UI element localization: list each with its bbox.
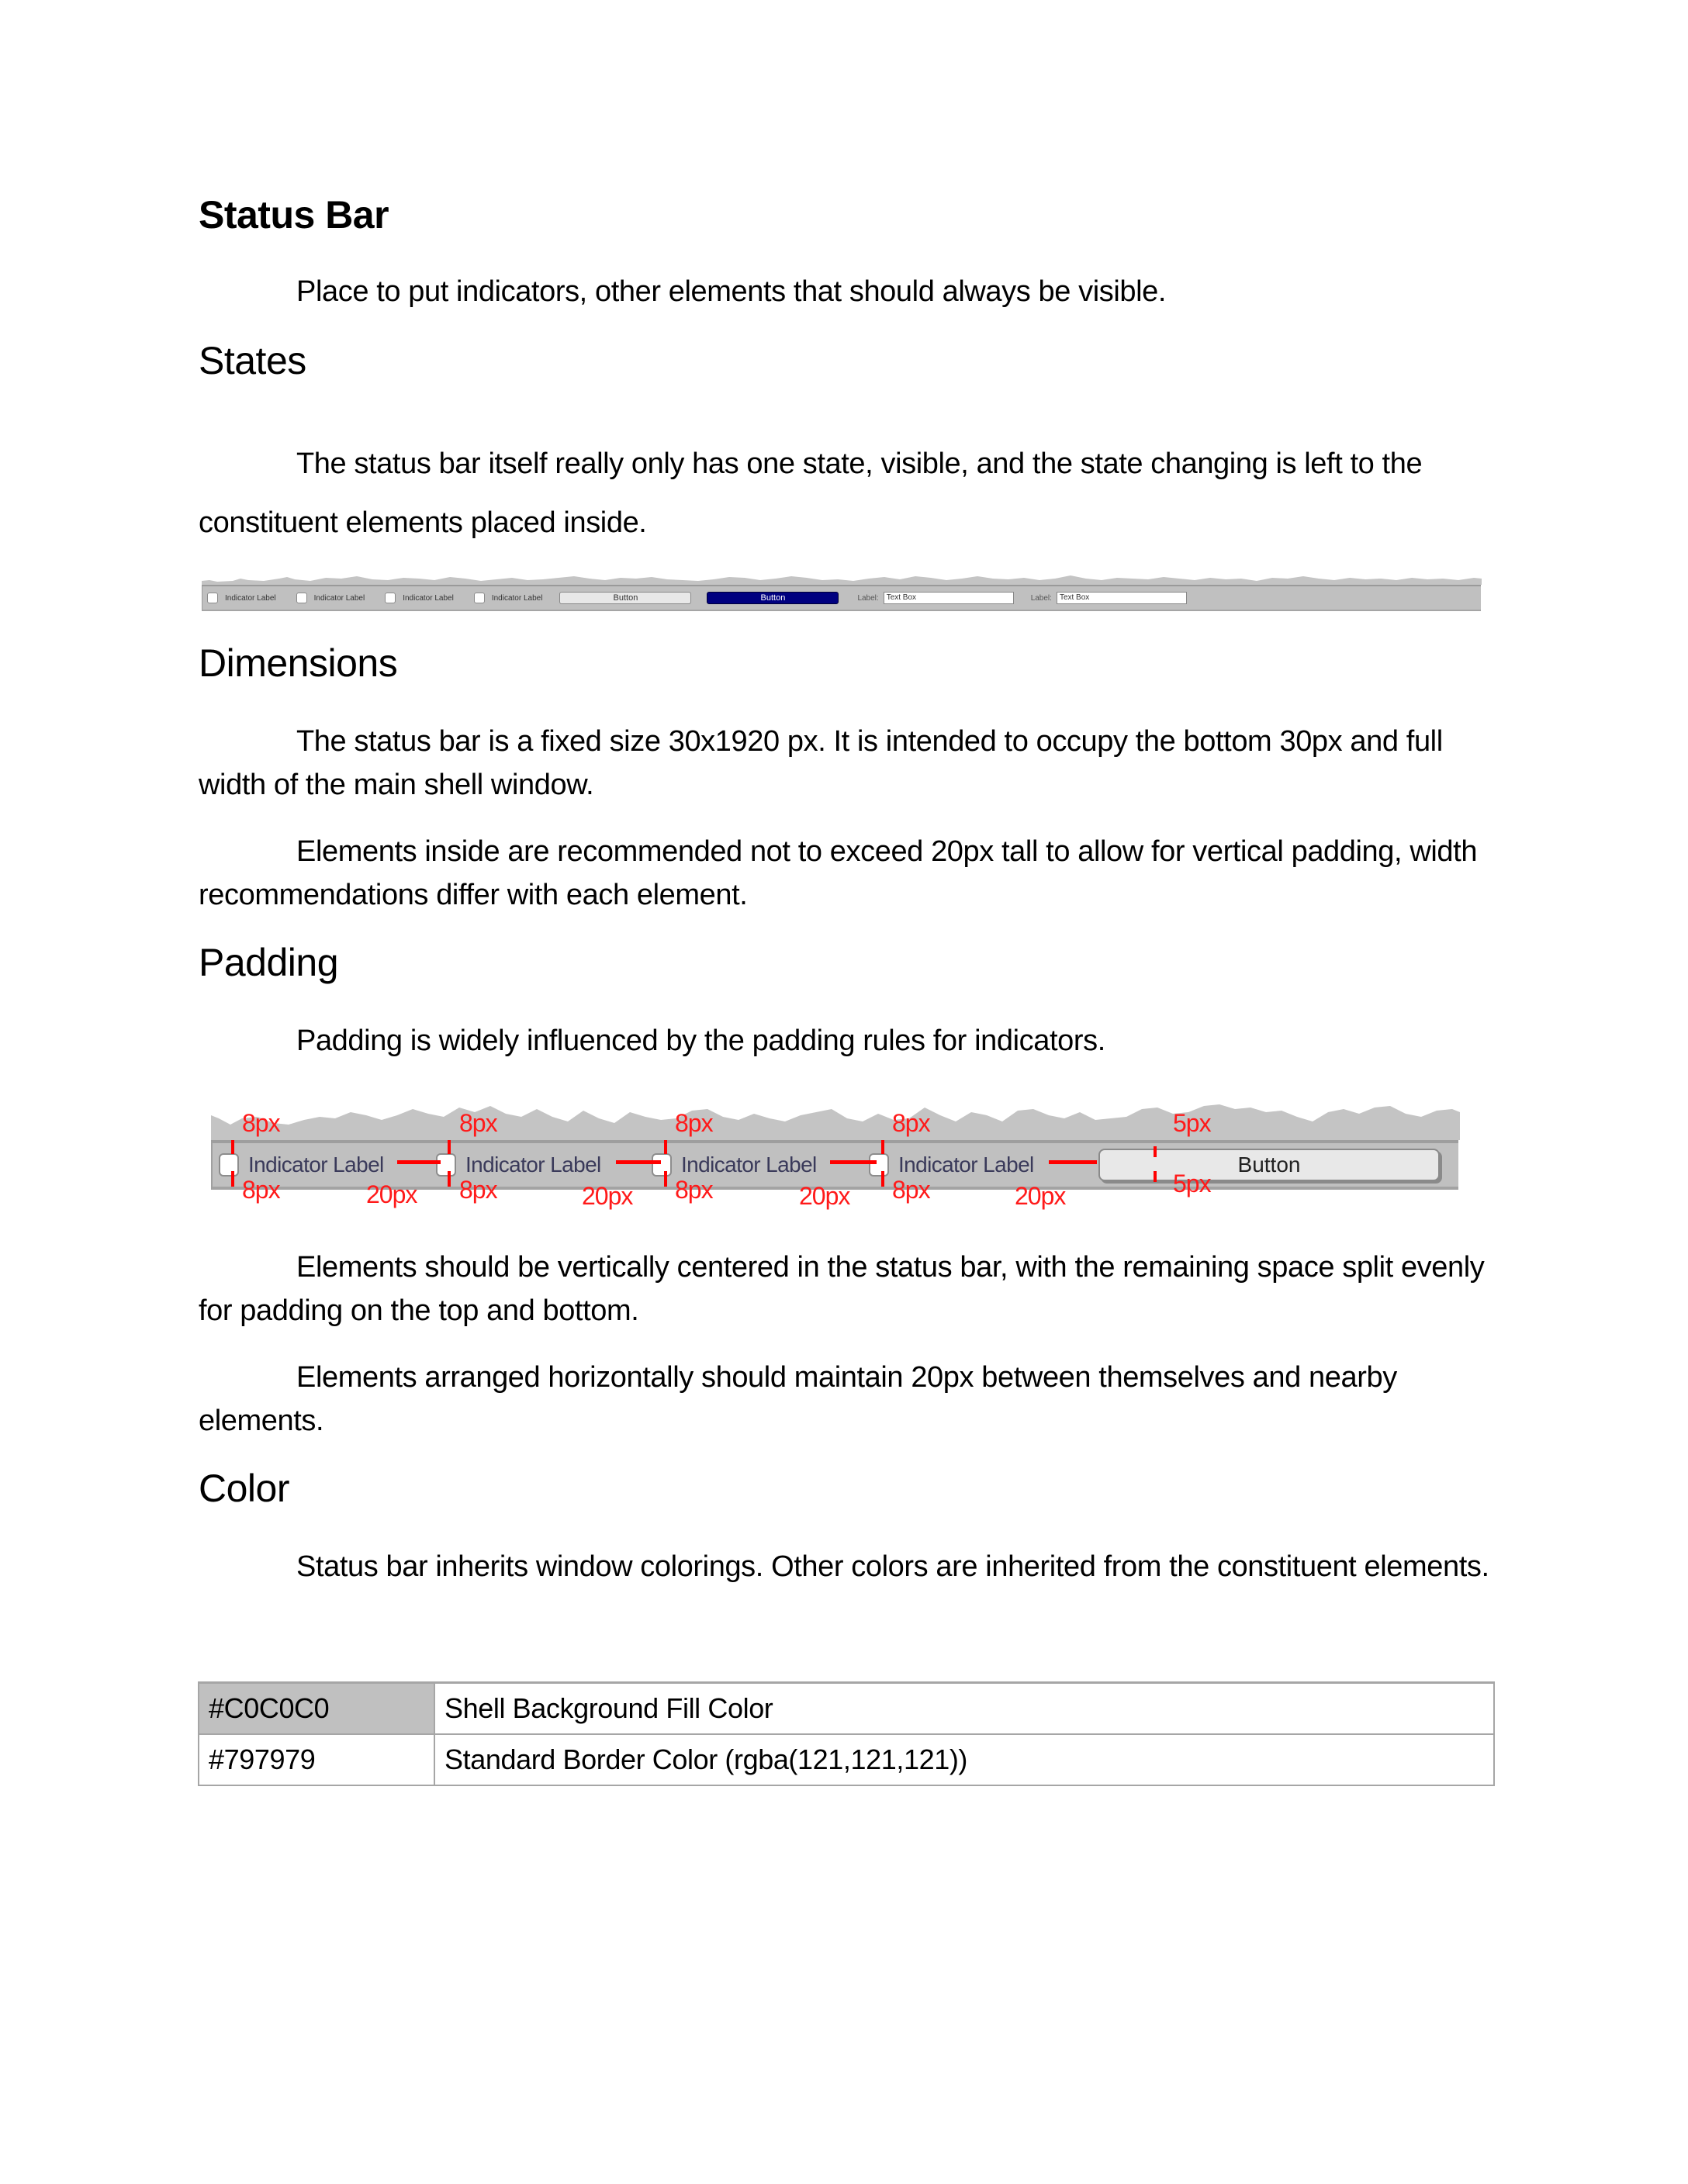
color-code-cell: #C0C0C0 bbox=[199, 1683, 434, 1735]
gap-line bbox=[1049, 1160, 1097, 1164]
indicator-label: Indicator Label bbox=[225, 593, 276, 603]
measure-tick bbox=[881, 1140, 884, 1154]
color-description-cell: Standard Border Color (rgba(121,121,121)) bbox=[434, 1734, 1494, 1785]
indicator-label: Indicator Label bbox=[465, 1152, 601, 1177]
pad-label-top: 8px bbox=[459, 1109, 497, 1137]
indicator[interactable] bbox=[385, 593, 454, 603]
pad-label-bottom: 8px bbox=[892, 1176, 930, 1204]
padding-diagram bbox=[211, 1101, 1460, 1210]
measure-tick bbox=[1154, 1171, 1157, 1182]
color-paragraph: Status bar inherits window colorings. Other colors are inherited from the constituent elements. bbox=[296, 1550, 1489, 1583]
indicator-checkbox[interactable] bbox=[219, 1153, 239, 1177]
indicator-checkbox[interactable] bbox=[385, 593, 396, 603]
measure-tick bbox=[231, 1171, 234, 1187]
text-field-label: Label: bbox=[1030, 593, 1052, 603]
intro-text: Place to put indicators, other elements that should always be visible. bbox=[296, 275, 1167, 308]
page-title: Status Bar bbox=[199, 193, 389, 237]
padding-paragraph-3 bbox=[199, 1356, 1486, 1443]
gap-label: 20px bbox=[1015, 1182, 1066, 1210]
indicator-checkbox[interactable] bbox=[474, 593, 485, 603]
indicator-checkbox[interactable] bbox=[652, 1153, 672, 1177]
indicator-checkbox[interactable] bbox=[207, 593, 218, 603]
pad-label-top: 8px bbox=[892, 1109, 930, 1137]
indicator-label: Indicator Label bbox=[491, 593, 543, 603]
measure-tick bbox=[664, 1140, 667, 1154]
states-text: The status bar itself really only has one state, visible, and the state changing is left to the constituent elements placed inside. bbox=[199, 448, 1423, 539]
measure-tick bbox=[881, 1171, 884, 1187]
dimensions-text-1: The status bar is a fixed size 30x1920 px. It is intended to occupy the bottom 30px and full width of the main shell window. bbox=[199, 725, 1443, 801]
pad-label-bottom: 8px bbox=[459, 1176, 497, 1204]
indicator-checkbox[interactable] bbox=[436, 1153, 456, 1177]
pad-label-top: 8px bbox=[242, 1109, 280, 1137]
mountain-silhouette bbox=[211, 1101, 1460, 1140]
table-row bbox=[199, 1683, 1494, 1735]
indicator-label: Indicator Label bbox=[681, 1152, 817, 1177]
gap-line bbox=[830, 1160, 877, 1164]
padding-paragraph-1 bbox=[199, 1019, 1486, 1063]
color-table bbox=[198, 1681, 1495, 1786]
button-pad-label-bottom: 5px bbox=[1173, 1170, 1211, 1197]
measure-tick bbox=[448, 1140, 451, 1154]
status-button-primary[interactable]: Button bbox=[707, 592, 839, 604]
intro-paragraph bbox=[199, 270, 1486, 313]
indicator-checkbox[interactable] bbox=[869, 1153, 889, 1177]
pad-label-bottom: 8px bbox=[242, 1176, 280, 1204]
indicator-label: Indicator Label bbox=[898, 1152, 1034, 1177]
states-heading: States bbox=[199, 339, 306, 382]
button-pad-label-top: 5px bbox=[1173, 1109, 1211, 1137]
color-description-cell: Shell Background Fill Color bbox=[434, 1683, 1494, 1735]
text-field[interactable]: Text Box bbox=[1057, 592, 1187, 604]
text-field[interactable]: Text Box bbox=[884, 592, 1014, 604]
status-bar-example bbox=[202, 574, 1482, 610]
gap-line bbox=[616, 1160, 661, 1164]
table-row bbox=[199, 1734, 1494, 1785]
mountain-silhouette bbox=[202, 574, 1482, 585]
pad-label-bottom: 8px bbox=[675, 1176, 713, 1204]
measure-tick bbox=[448, 1171, 451, 1187]
color-heading: Color bbox=[199, 1467, 289, 1510]
padding-paragraph-2 bbox=[199, 1246, 1486, 1332]
gap-label: 20px bbox=[799, 1182, 850, 1210]
indicator-label: Indicator Label bbox=[248, 1152, 384, 1177]
padding-text-2: Elements should be vertically centered in the status bar, with the remaining space split evenly for padding on the top and bottom. bbox=[199, 1251, 1485, 1327]
pad-label-top: 8px bbox=[675, 1109, 713, 1137]
indicator[interactable] bbox=[207, 593, 276, 603]
text-field-label: Label: bbox=[857, 593, 879, 603]
status-bar bbox=[202, 585, 1481, 611]
dimensions-paragraph-1 bbox=[199, 720, 1486, 807]
indicator[interactable] bbox=[296, 593, 365, 603]
status-button[interactable]: Button bbox=[1098, 1149, 1440, 1181]
indicator-label: Indicator Label bbox=[313, 593, 365, 603]
measure-tick bbox=[1154, 1146, 1157, 1157]
gap-label: 20px bbox=[366, 1180, 417, 1208]
dimensions-heading: Dimensions bbox=[199, 641, 398, 685]
padding-heading: Padding bbox=[199, 941, 338, 984]
indicator-checkbox[interactable] bbox=[296, 593, 307, 603]
gap-line bbox=[397, 1160, 441, 1164]
indicator[interactable] bbox=[474, 593, 543, 603]
color-code-cell: #797979 bbox=[199, 1734, 434, 1785]
measure-tick bbox=[664, 1171, 667, 1187]
dimensions-text-2: Elements inside are recommended not to exceed 20px tall to allow for vertical padding, width recommendations differ with each element. bbox=[199, 835, 1478, 911]
gap-label: 20px bbox=[582, 1182, 633, 1210]
indicator-label: Indicator Label bbox=[403, 593, 454, 603]
dimensions-paragraph-2 bbox=[199, 830, 1486, 917]
status-button[interactable]: Button bbox=[559, 592, 691, 604]
states-paragraph bbox=[199, 434, 1486, 552]
padding-text-1: Padding is widely influenced by the padding rules for indicators. bbox=[296, 1025, 1105, 1057]
measure-tick bbox=[231, 1140, 234, 1154]
padding-text-3: Elements arranged horizontally should maintain 20px between themselves and nearby elements. bbox=[199, 1361, 1397, 1437]
